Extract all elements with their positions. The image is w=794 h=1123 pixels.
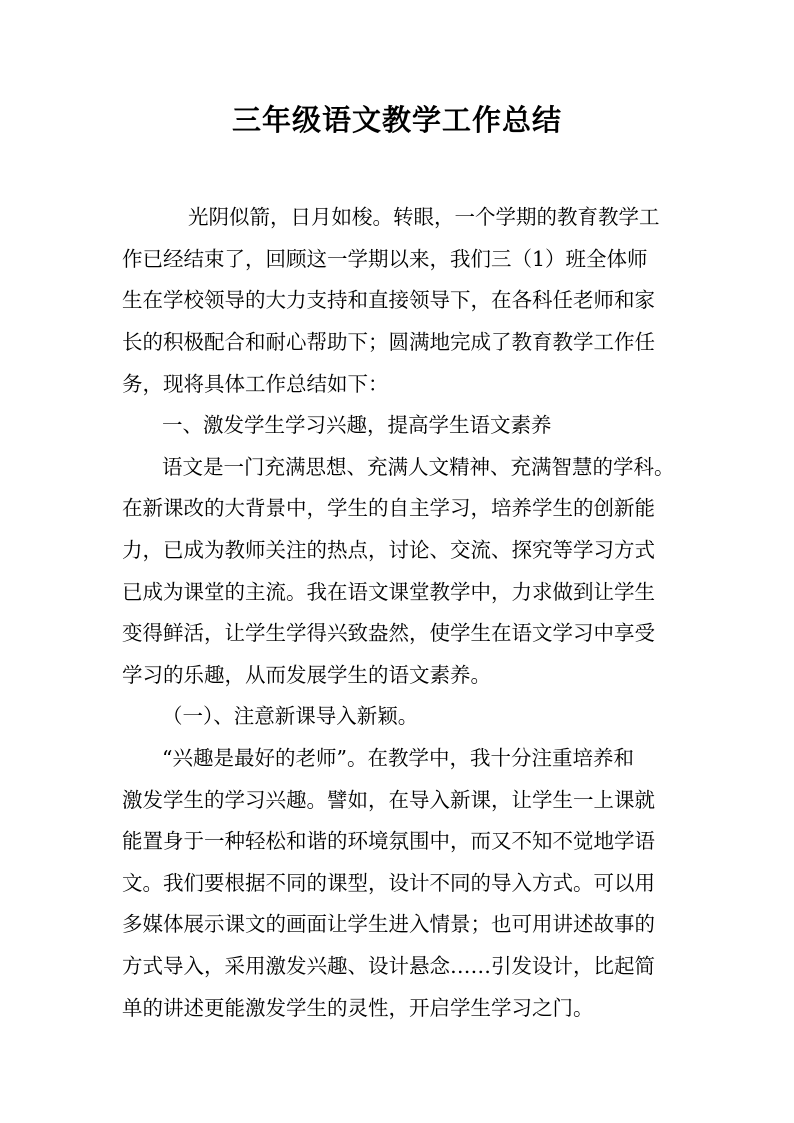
section-heading: 一、激发学生学习兴趣，提高学生语文素养 [162,413,552,437]
paragraph-line: 变得鲜活，让学生学得兴致盎然，使学生在语文学习中享受 [122,621,655,645]
subsection-heading: （一）、注意新课导入新颖。 [162,704,419,728]
paragraph-line: 文。我们要根据不同的课型，设计不同的导入方式。可以用 [122,871,655,895]
paragraph-line: 光阴似箭，日月如梭。转眼，一个学期的教育教学工 [188,205,660,229]
paragraph-line: 激发学生的学习兴趣。譬如，在导入新课，让学生一上课就 [122,788,655,812]
paragraph-line: 在新课改的大背景中，学生的自主学习，培养学生的创新能 [122,496,655,520]
paragraph-line: 力，已成为教师关注的热点，讨论、交流、探究等学习方式 [122,538,655,562]
paragraph-line: 方式导入，采用激发兴趣、设计悬念……引发设计，比起简 [122,954,655,978]
document-title: 三年级语文教学工作总结 [231,103,562,137]
paragraph-line: 学习的乐趣，从而发展学生的语文素养。 [122,663,491,687]
paragraph-line: 生在学校领导的大力支持和直接领导下，在各科任老师和家 [122,288,655,312]
paragraph-line: 能置身于一种轻松和谐的环境氛围中，而又不知不觉地学语 [122,829,655,853]
paragraph-line: 单的讲述更能激发学生的灵性，开启学生学习之门。 [122,996,594,1020]
paragraph-line: 多媒体展示课文的画面让学生进入情景；也可用讲述故事的 [122,912,655,936]
paragraph-line: 语文是一门充满思想、充满人文精神、充满智慧的学科。 [162,455,675,479]
paragraph-line: 已成为课堂的主流。我在语文课堂教学中，力求做到让学生 [122,580,655,604]
paragraph-line: 作已经结束了，回顾这一学期以来，我们三（1）班全体师 [122,247,648,271]
paragraph-line: “兴趣是最好的老师”。在教学中，我十分注重培养和 [162,746,634,770]
paragraph-line: 务，现将具体工作总结如下： [122,372,389,396]
paragraph-line: 长的积极配合和耐心帮助下；圆满地完成了教育教学工作任 [122,330,655,354]
